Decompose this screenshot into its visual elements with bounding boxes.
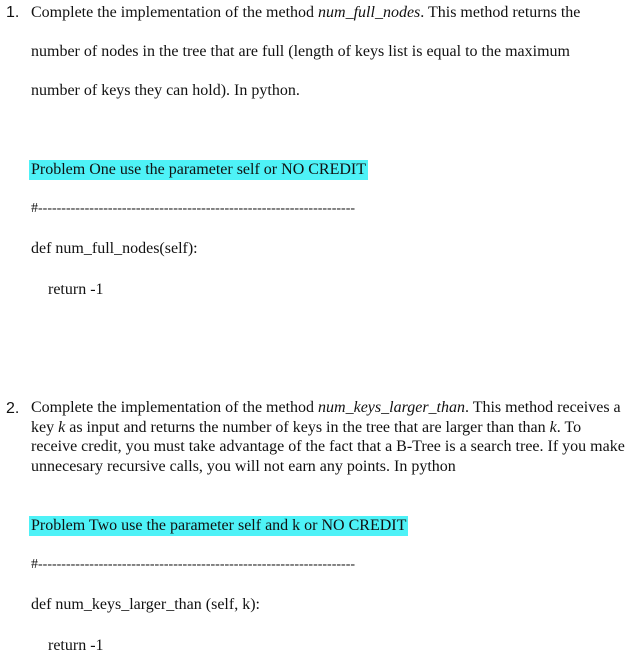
problem-2-highlight-text: Problem Two use the parameter self and k or NO CREDIT [31,517,407,534]
problem-1-method-name: num_full_nodes [318,4,421,21]
problem-2-method-name: num_keys_larger_than [318,399,465,416]
problem-1-line-1-rest: . This method returns the [420,4,581,21]
problem-2-key-k: k [58,418,66,436]
problem-2-highlight [29,516,408,536]
problem-2-separator: #-------------------------------------------------------------------- [31,557,356,572]
problem-1-line-1 [31,4,580,22]
problem-2-key-k-2: k [549,418,557,436]
problem-2-def-line: def num_keys_larger_than (self, k): [31,596,260,613]
problem-1-def-line: def num_full_nodes(self): [31,240,198,257]
problem-1-highlight [29,160,368,180]
problem-2-intro: Complete the implementation of the method [31,399,319,416]
problem-2-number: 2. [6,400,20,417]
problem-2-paragraph [31,398,629,476]
problem-1-intro: Complete the implementation of the method [31,4,319,21]
problem-1-return-line: return -1 [48,281,104,298]
problem-1-separator: #-------------------------------------------------------------------- [31,201,356,216]
problem-1-highlight-text: Problem One use the parameter self or NO CREDIT [31,161,367,178]
problem-1-line-3: number of keys they can hold). In python. [31,82,300,99]
problem-2-rest: . To receive credit, you must take advantage of the fact that a B-Tree is a search tree. If you make unnecesary recursive calls, you will not earn any points. In python [31,418,625,475]
problem-1-line-2: number of nodes in the tree that are full (length of keys list is equal to the maximum [31,43,570,60]
problem-2-return-line: return -1 [48,637,104,654]
problem-2-after-method: . This method receives a key [31,399,621,436]
problem-1-number: 1. [6,4,20,21]
problem-2-mid-text: as input and returns the number of keys in the tree that are larger than than [65,418,550,436]
